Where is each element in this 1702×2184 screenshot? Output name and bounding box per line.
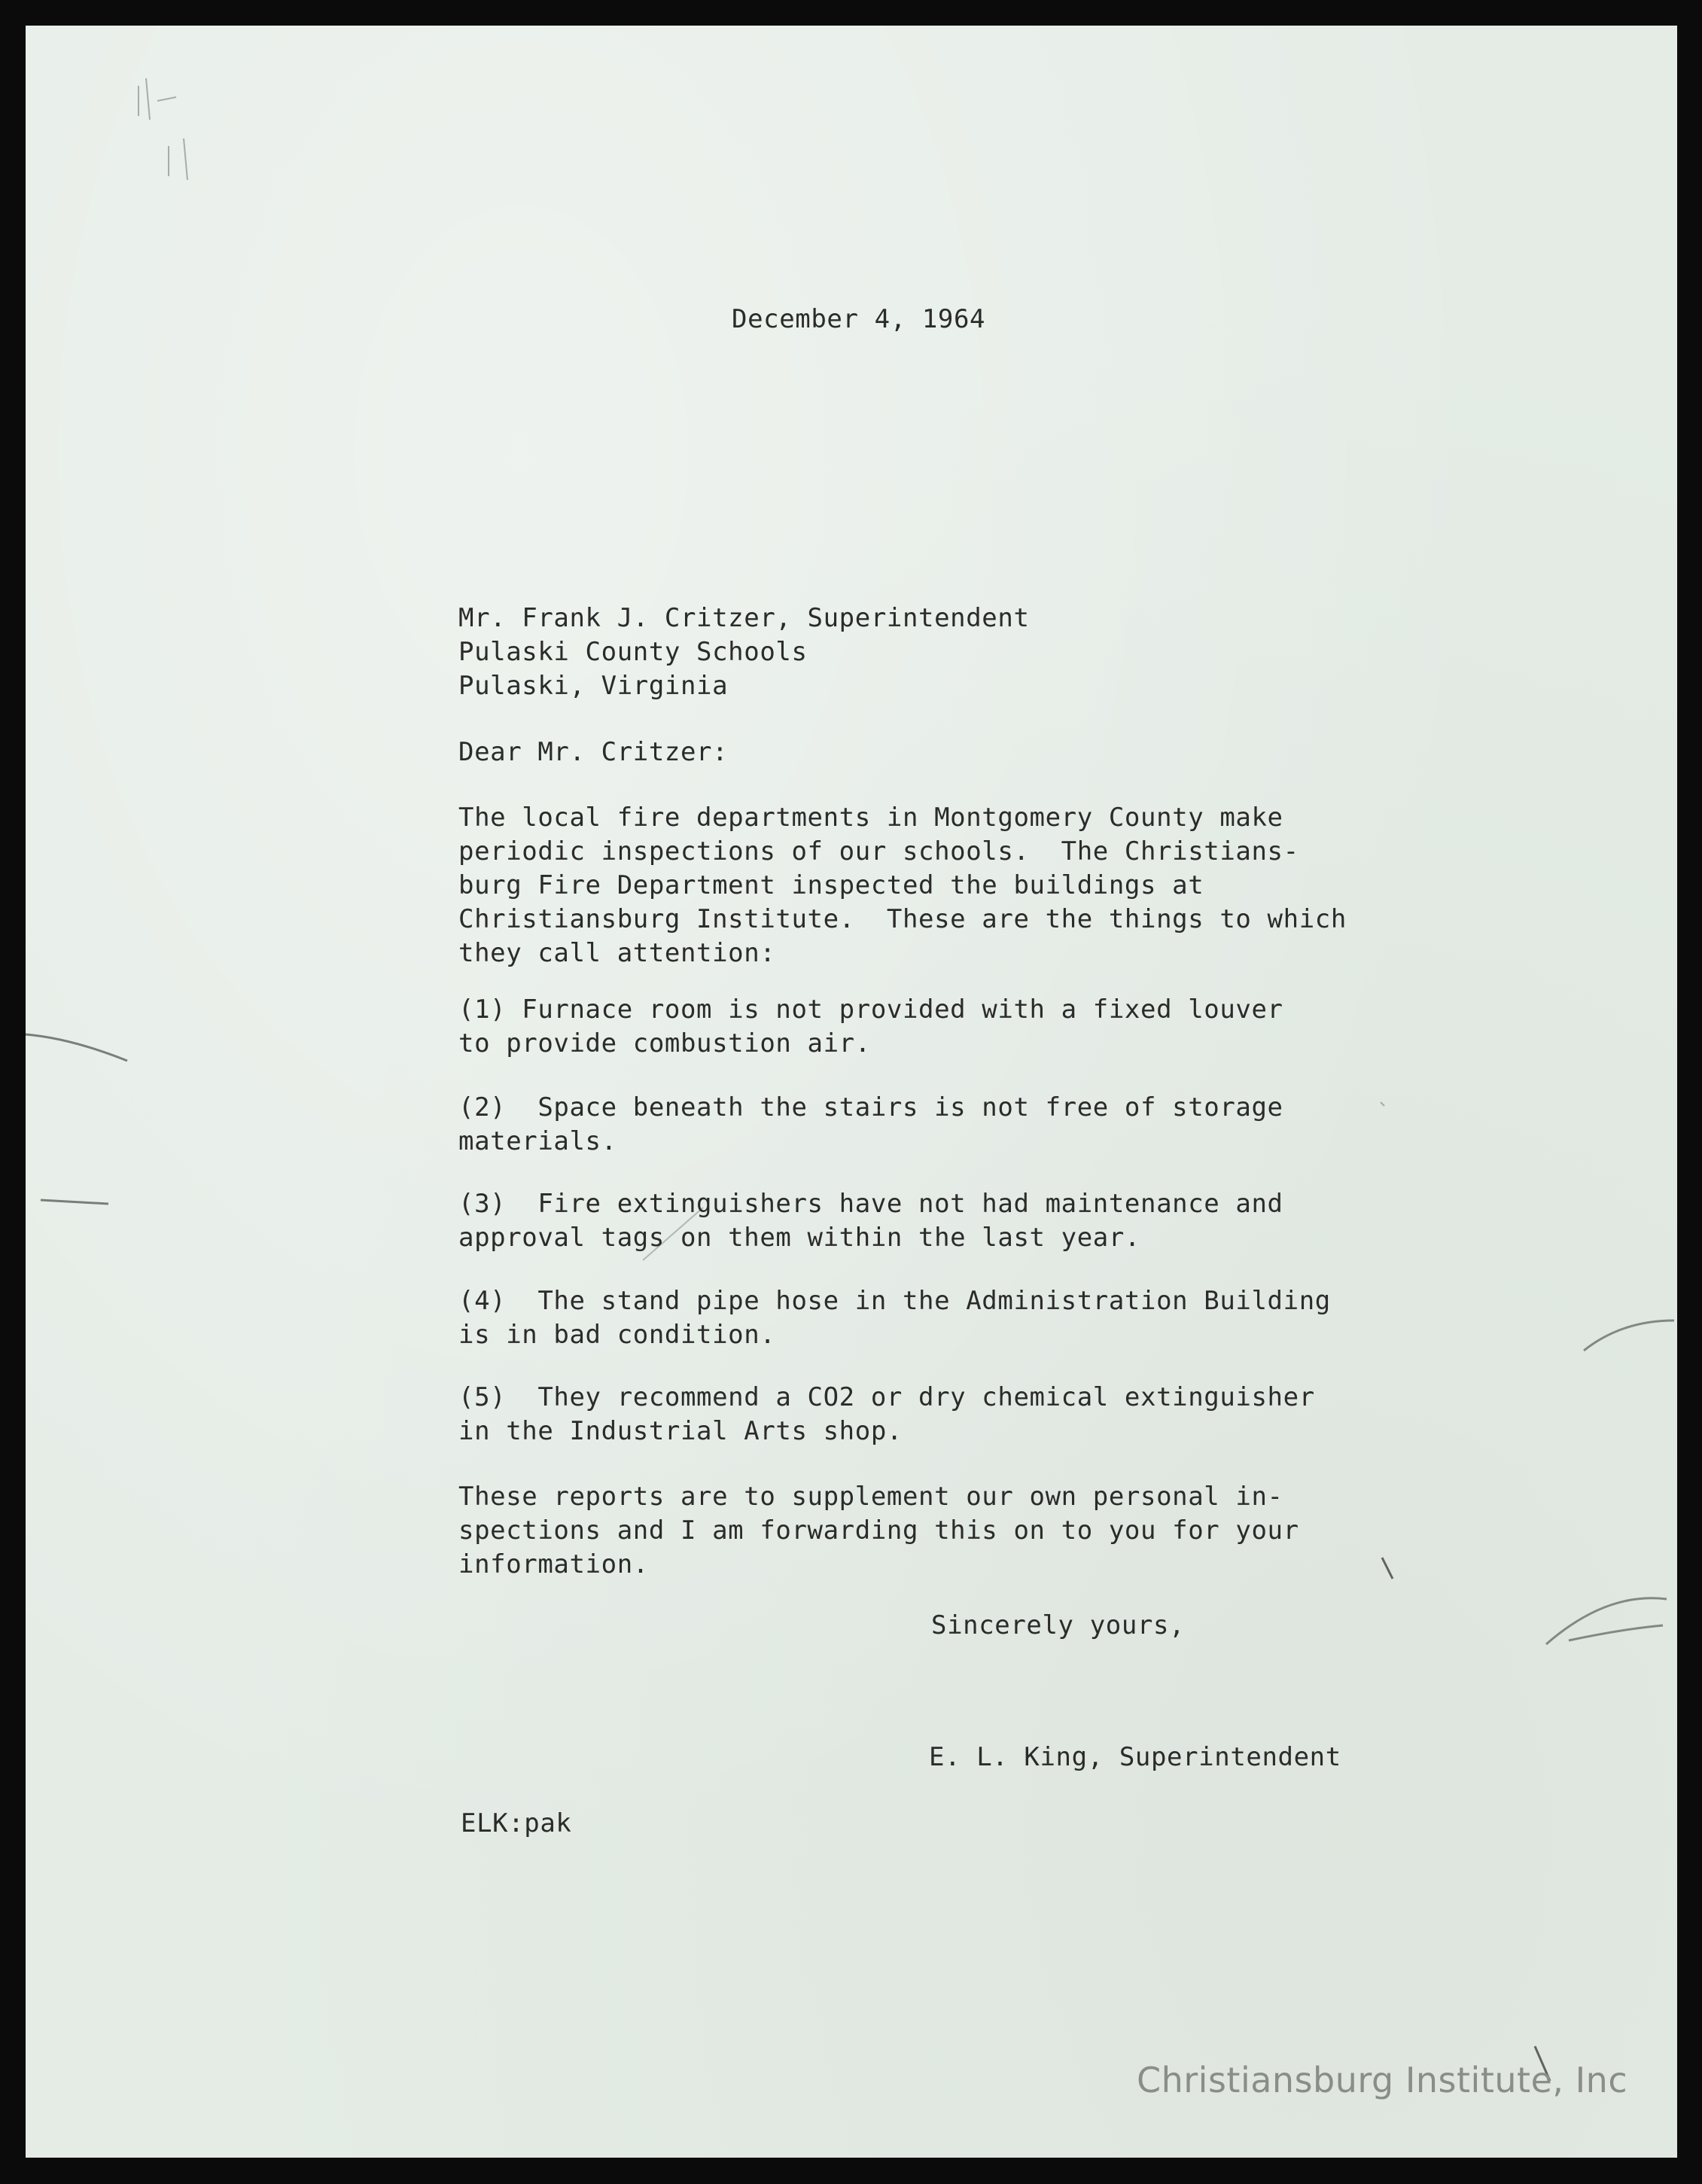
- item-line: is in bad condition.: [458, 1320, 776, 1350]
- intro-line: they call attention:: [458, 938, 776, 968]
- list-item-2: [458, 1091, 1283, 1159]
- intro-paragraph: [458, 801, 1347, 970]
- conclusion-line: These reports are to supplement our own personal in-: [458, 1482, 1283, 1512]
- archive-watermark: Christiansburg Institute, Inc: [1137, 2060, 1628, 2100]
- intro-line: periodic inspections of our schools. The Christians-: [458, 836, 1299, 867]
- item-line: materials.: [458, 1126, 617, 1156]
- conclusion-paragraph: [458, 1480, 1299, 1582]
- list-item-1: [458, 993, 1283, 1061]
- recipient-address: [458, 602, 1030, 703]
- list-item-5: [458, 1381, 1315, 1448]
- conclusion-line: information.: [458, 1549, 649, 1579]
- intro-line: The local fire departments in Montgomery County make: [458, 803, 1283, 833]
- item-line: (2) Space beneath the stairs is not free of storage: [458, 1092, 1283, 1122]
- conclusion-line: spections and I am forwarding this on to you for your: [458, 1515, 1299, 1546]
- list-item-4: [458, 1284, 1331, 1352]
- complimentary-close: Sincerely yours,: [931, 1610, 1186, 1640]
- recipient-city-line: Pulaski, Virginia: [458, 671, 729, 701]
- recipient-name-line: Mr. Frank J. Critzer, Superintendent: [458, 603, 1030, 633]
- signature-block: E. L. King, Superintendent: [929, 1742, 1341, 1772]
- item-line: (5) They recommend a CO2 or dry chemical extinguisher: [458, 1382, 1315, 1412]
- item-line: approval tags on them within the last year.: [458, 1223, 1140, 1253]
- intro-line: Christiansburg Institute. These are the things to which: [458, 904, 1347, 934]
- item-line: (1) Furnace room is not provided with a fixed louver: [458, 995, 1283, 1025]
- recipient-org-line: Pulaski County Schools: [458, 637, 808, 667]
- salutation: Dear Mr. Critzer:: [458, 737, 729, 767]
- list-item-3: [458, 1187, 1283, 1255]
- letter-page: [26, 26, 1677, 2158]
- item-line: (4) The stand pipe hose in the Administration Building: [458, 1286, 1331, 1316]
- letter-date: December 4, 1964: [732, 304, 986, 334]
- intro-line: burg Fire Department inspected the buildings at: [458, 870, 1204, 900]
- item-line: in the Industrial Arts shop.: [458, 1416, 903, 1446]
- item-line: to provide combustion air.: [458, 1028, 871, 1058]
- reference-initials: ELK:pak: [461, 1808, 572, 1838]
- item-line: (3) Fire extinguishers have not had maintenance and: [458, 1189, 1283, 1219]
